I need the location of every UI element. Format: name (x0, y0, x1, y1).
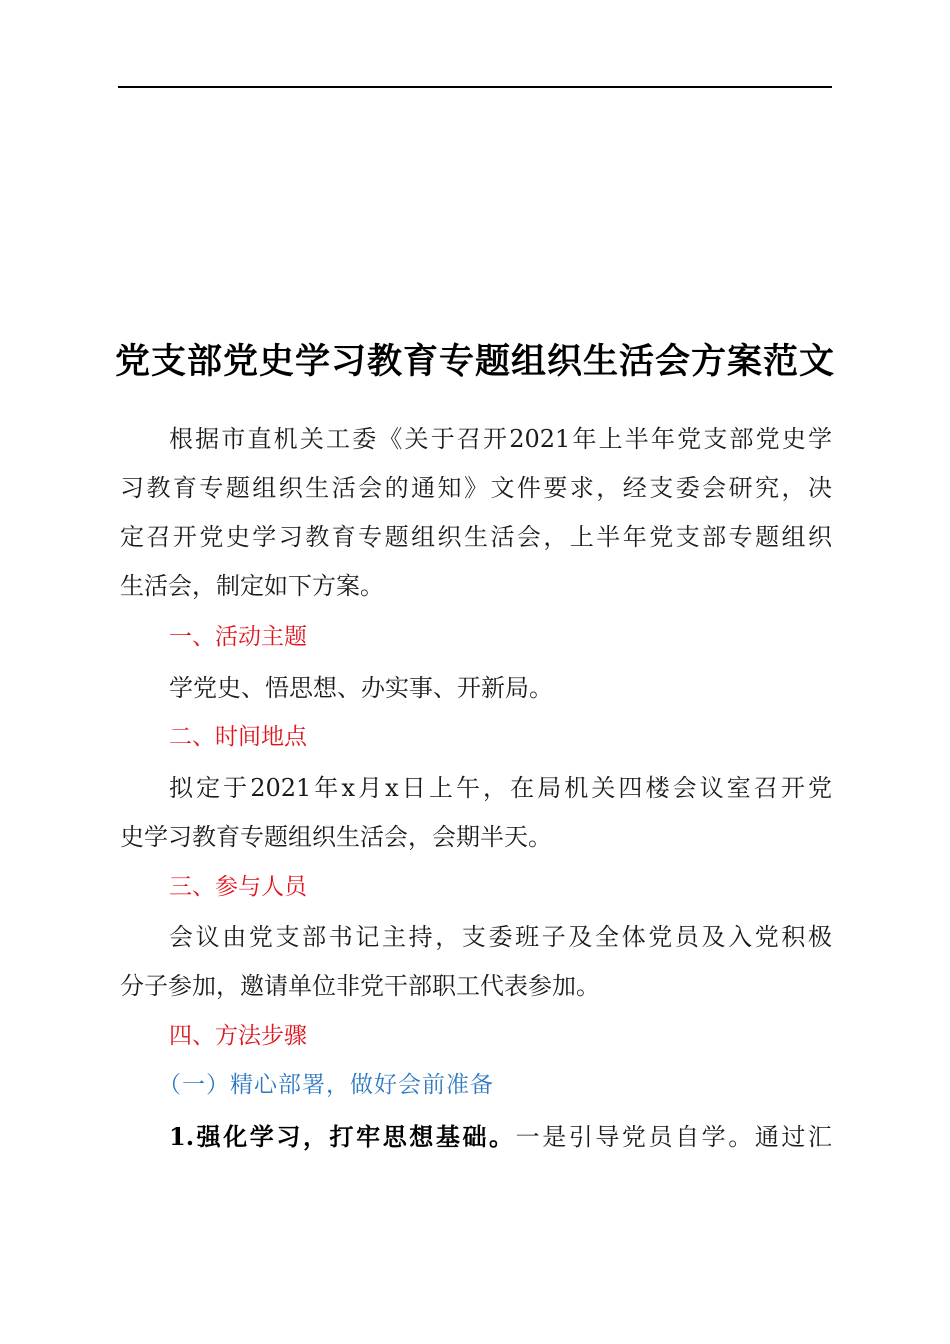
item-1-line (169, 1120, 832, 1154)
intro-line-1: 根据市直机关工委《关于召开2021年上半年党支部党史学 (169, 425, 832, 453)
section-1-heading: 一、活动主题 (169, 624, 307, 650)
document-title: 党支部党史学习教育专题组织生活会方案范文 (114, 341, 835, 382)
intro-line-2: 习教育专题组织生活会的通知》文件要求，经支委会研究，决 (120, 474, 832, 502)
item-1-text: 一是引导党员自学。通过汇 (515, 1123, 832, 1151)
section-3-line-1: 会议由党支部书记主持，支委班子及全体党员及入党积极 (169, 923, 832, 951)
section-3-line-2: 分子参加，邀请单位非党干部职工代表参加。 (120, 972, 600, 1000)
item-1-lead: 1.强化学习，打牢思想基础。 (169, 1122, 516, 1151)
section-2-heading: 二、时间地点 (169, 724, 307, 750)
section-3-heading: 三、参与人员 (169, 874, 307, 900)
intro-line-4: 生活会，制定如下方案。 (120, 572, 384, 600)
intro-line-3: 定召开党史学习教育专题组织生活会，上半年党支部专题组织 (120, 523, 832, 551)
section-4-heading: 四、方法步骤 (169, 1023, 307, 1049)
section-2-line-2: 史学习教育专题组织生活会，会期半天。 (120, 823, 552, 851)
header-rule (118, 86, 832, 88)
section-4-subheading-1: （一）精心部署，做好会前准备 (158, 1072, 494, 1098)
section-1-body: 学党史、悟思想、办实事、开新局。 (169, 674, 553, 702)
section-2-line-1: 拟定于2021年x月x日上午，在局机关四楼会议室召开党 (169, 774, 832, 802)
